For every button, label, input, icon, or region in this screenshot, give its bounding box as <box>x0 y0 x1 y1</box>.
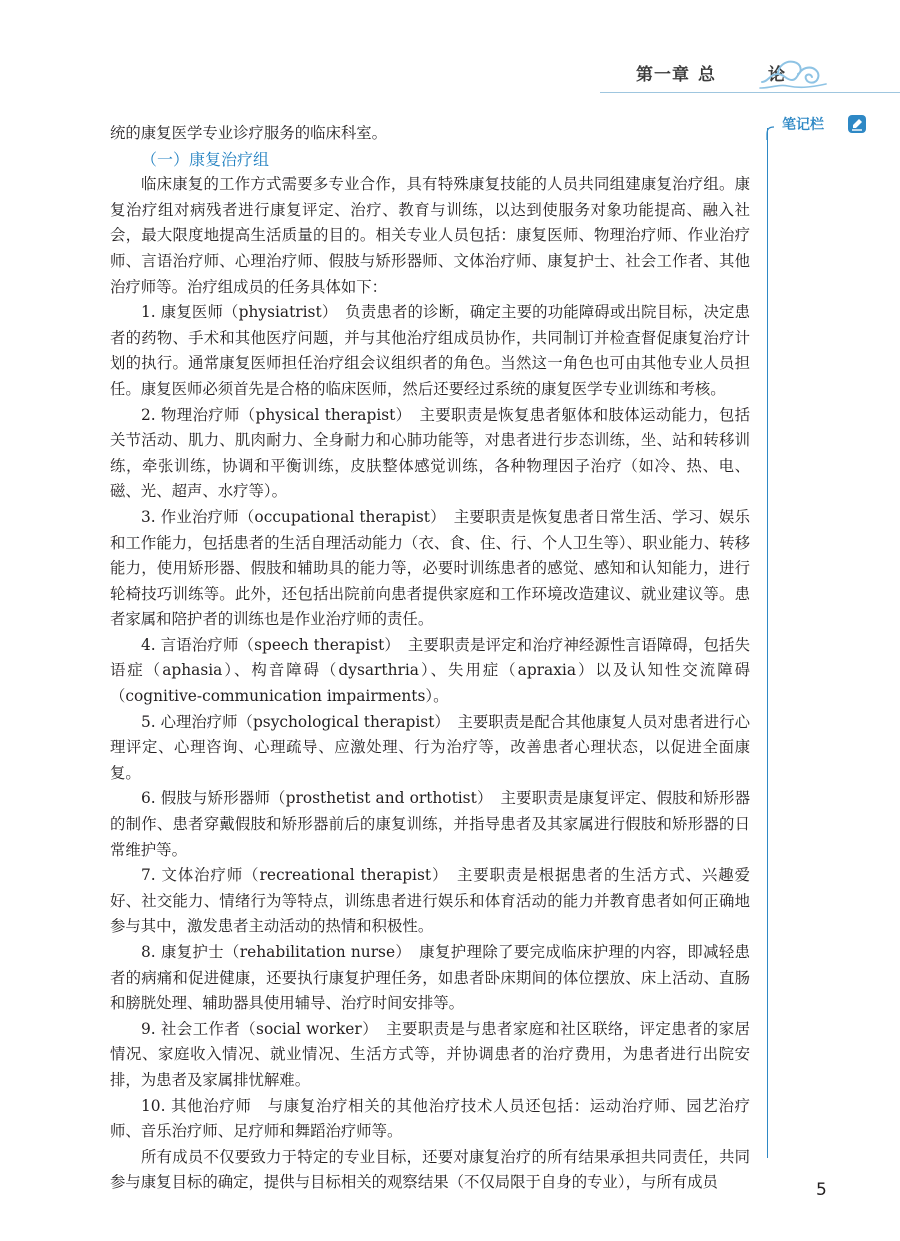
header-divider <box>600 92 900 93</box>
cloud-ornament-icon <box>758 52 830 92</box>
chapter-name: 总 论 <box>698 65 803 85</box>
running-header <box>608 52 848 92</box>
section-heading: （一）康复治疗组 <box>141 149 270 169</box>
paragraph-prosthetist: 6. 假肢与矫形器师（prosthetist and orthotist） 主要职责是康复评定、假肢和矫形器的制作、患者穿戴假肢和矫形器前后的康复训练，并指导患者及其家属进行假肢和矫形器的日常维护等。 <box>110 789 750 859</box>
paragraph-physiatrist: 1. 康复医师（physiatrist） 负责患者的诊断，确定主要的功能障碍或出院目标，决定患者的药物、手术和其他医疗问题，并与其他治疗组成员协作，共同制订并检查督促康复治疗计划的执行。通常康复医师担任治疗组会议组织者的角色。当然这一角色也可由其他专业人员担任。康复医师必须首先是合格的临床医师，然后还要经过系统的康复医学专业训练和考核。 <box>110 303 750 398</box>
paragraph-recreational-therapist: 7. 文体治疗师（recreational therapist） 主要职责是根据患者的生活方式、兴趣爱好、社交能力、情绪行为等特点，训练患者进行娱乐和体育活动的能力并教育患者如何正确地参与其中，激发患者主动活动的热情和积极性。 <box>110 866 750 936</box>
sidebar-rule <box>767 128 768 1158</box>
paragraph-social-worker: 9. 社会工作者（social worker） 主要职责是与患者家庭和社区联络，评定患者的家居情况、家庭收入情况、就业情况、生活方式等，并协调患者的治疗费用，为患者进行出院安排，为患者及家属排忧解难。 <box>110 1019 750 1089</box>
paragraph: 临床康复的工作方式需要多专业合作，具有特殊康复技能的人员共同组建康复治疗组。康复治疗组对病残者进行康复评定、治疗、教育与训练，以达到使服务对象功能提高、融入社会，最大限度地提高生活质量的目的。相关专业人员包括：康复医师、物理治疗师、作业治疗师、言语治疗师、心理治疗师、假肢与矫形器师、文体治疗师、康复护士、社会工作者、其他治疗师等。治疗组成员的任务具体如下： <box>110 175 750 296</box>
paragraph-physical-therapist: 2. 物理治疗师（physical therapist） 主要职责是恢复患者躯体和肢体运动能力，包括关节活动、肌力、肌肉耐力、全身耐力和心肺功能等，对患者进行步态训练，坐、站和转移训练，牵张训练，协调和平衡训练，皮肤整体感觉训练，各种物理因子治疗（如冷、热、电、磁、光、超声、水疗等）。 <box>110 405 750 501</box>
paragraph-psychological-therapist: 5. 心理治疗师（psychological therapist） 主要职责是配合其他康复人员对患者进行心理评定、心理咨询、心理疏导、应激处理、行为治疗等，改善患者心理状态，以促进全面康复。 <box>110 712 750 782</box>
paragraph-closing: 所有成员不仅要致力于特定的专业目标，还要对康复治疗的所有结果承担共同责任，共同参与康复目标的确定，提供与目标相关的观察结果（不仅局限于自身的专业），与所有成员 <box>110 1147 750 1192</box>
paragraph-speech-therapist: 4. 言语治疗师（speech therapist） 主要职责是评定和治疗神经源性言语障碍，包括失语症（aphasia）、构音障碍（dysarthria）、失用症（apraxia）以及认知性交流障碍（cognitive-communication impairments）。 <box>110 635 750 706</box>
chapter-number: 第一章 <box>636 65 690 85</box>
notes-column-label: 笔记栏 <box>782 117 824 133</box>
pencil-note-icon <box>847 114 867 134</box>
paragraph-occupational-therapist: 3. 作业治疗师（occupational therapist） 主要职责是恢复患者日常生活、学习、娱乐和工作能力，包括患者的生活自理活动能力（衣、食、住、行、个人卫生等）、职业能力、转移能力，使用矫形器、假肢和辅助具的能力等，必要时训练患者的感觉、感知和认知能力，进行轮椅技巧训练等。此外，还包括出院前向患者提供家庭和工作环境改造建议、就业建议等。患者家属和陪护者的训练也是作业治疗师的责任。 <box>110 507 750 629</box>
intro-line: 统的康复医学专业诊疗服务的临床科室。 <box>110 124 388 142</box>
body-text <box>110 121 750 1196</box>
paragraph-other-therapists: 10. 其他治疗师 与康复治疗相关的其他治疗技术人员还包括：运动治疗师、园艺治疗师、音乐治疗师、足疗师和舞蹈治疗师等。 <box>110 1096 750 1141</box>
sidebar-corner <box>762 126 776 140</box>
page-number: 5 <box>816 1180 827 1200</box>
paragraph-rehabilitation-nurse: 8. 康复护士（rehabilitation nurse） 康复护理除了要完成临床护理的内容，即减轻患者的病痛和促进健康，还要执行康复护理任务，如患者卧床期间的体位摆放、床上活动、直肠和膀胱处理、辅助器具使用辅导、治疗时间安排等。 <box>110 943 750 1013</box>
